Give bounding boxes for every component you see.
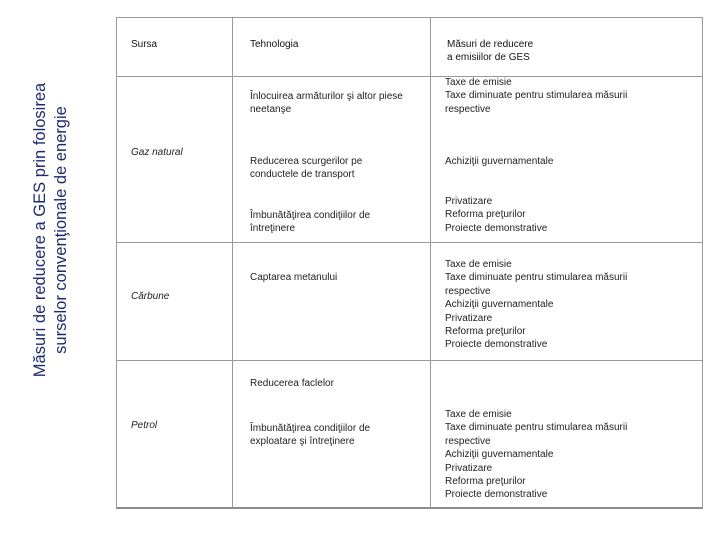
column-divider xyxy=(232,18,233,508)
technology-cell: Îmbunătăţirea condiţiilor de întreţinere xyxy=(250,210,371,235)
column-divider xyxy=(430,18,431,508)
measures-cell: Privatizare Reforma preţurilor Proiecte demonstrative xyxy=(445,196,548,234)
technology-cell: Reducerea scurgerilor pe conductele de transport xyxy=(250,156,363,181)
header-source: Sursa xyxy=(131,39,158,50)
side-title-line-1: Măsuri de reducere a GES prin folosirea xyxy=(31,82,49,378)
measures-table xyxy=(116,17,703,509)
source-oil: Petrol xyxy=(131,420,158,431)
measures-cell: Taxe de emisie Taxe diminuate pentru stimularea măsurii respective Achiziţii guvernamentale Privatizare Reforma preţurilor Proiecte demonstrative xyxy=(445,409,628,501)
technology-cell: Captarea metanului xyxy=(250,272,338,283)
technology-cell: Înlocuirea armăturilor şi altor piese neetanşe xyxy=(250,91,403,116)
technology-cell: Îmbunătăţirea condiţiilor de exploatare şi întreţinere xyxy=(250,423,371,448)
side-title xyxy=(26,20,76,440)
header-technology: Tehnologia xyxy=(250,39,299,50)
header-measures: Măsuri de reducere a emisiilor de GES xyxy=(447,39,534,64)
measures-cell: Achiziţii guvernamentale xyxy=(445,156,554,167)
technology-cell: Reducerea faclelor xyxy=(250,378,334,389)
side-title-line-2: surselor convenţionale de energie xyxy=(52,106,70,354)
measures-cell: Taxe de emisie Taxe diminuate pentru stimularea măsurii respective Achiziţii guvernamentale Privatizare Reforma preţurilor Proiecte demonstrative xyxy=(445,259,628,351)
source-coal: Cărbune xyxy=(131,291,170,302)
measures-cell: Taxe de emisie Taxe diminuate pentru stimularea măsurii respective xyxy=(445,77,628,115)
row-divider xyxy=(117,360,702,361)
source-gas: Gaz natural xyxy=(131,147,183,158)
row-divider xyxy=(117,242,702,243)
